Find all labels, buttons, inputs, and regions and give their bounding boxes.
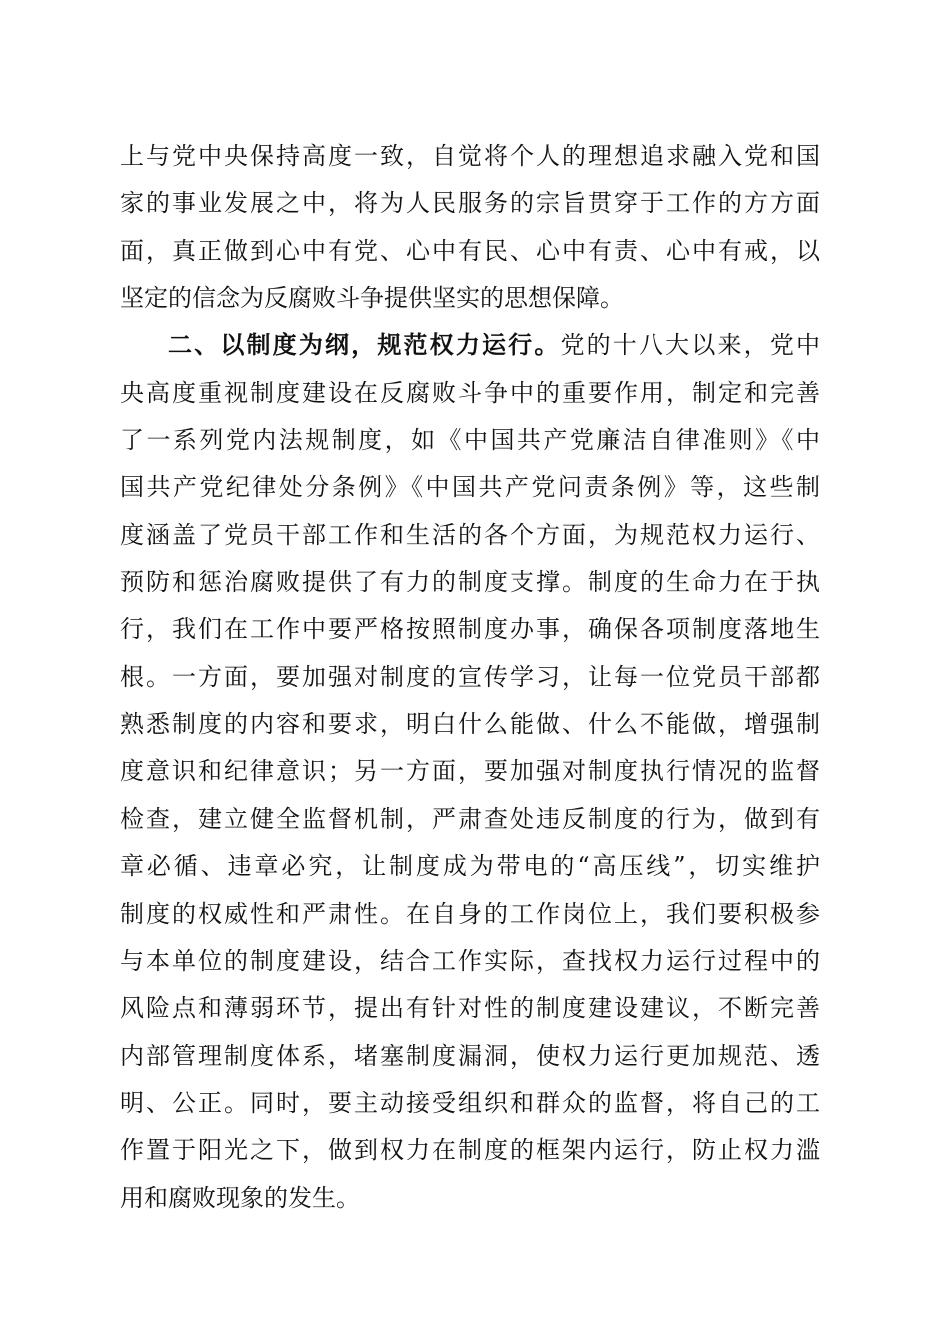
document-page	[120, 136, 820, 1225]
paragraph-2-line: 度涵盖了党员干部工作和生活的各个方面，为规范权力运行、	[120, 520, 820, 549]
paragraph-1-line: 家的事业发展之中，将为人民服务的宗旨贯穿于工作的方方面	[120, 189, 820, 218]
paragraph-2-line: 与本单位的制度建设，结合工作实际，查找权力运行过程中的	[120, 946, 820, 975]
paragraph-2-line: 用和腐败现象的发生。	[120, 1183, 360, 1212]
paragraph-2-line: 熟悉制度的内容和要求，明白什么能做、什么不能做，增强制	[120, 710, 820, 739]
paragraph-2-line: 根。一方面，要加强对制度的宣传学习，让每一位党员干部都	[120, 662, 820, 691]
section-heading: 二、以制度为纲，规范权力运行。	[168, 331, 561, 360]
paragraph-2-line: 章必循、违章必究，让制度成为带电的“高压线”，切实维护	[120, 852, 820, 881]
paragraph-1-line: 面，真正做到心中有党、心中有民、心中有责、心中有戒，以	[120, 236, 820, 265]
paragraph-2-line: 内部管理制度体系，堵塞制度漏洞，使权力运行更加规范、透	[120, 1041, 820, 1070]
paragraph-2-line: 了一系列党内法规制度，如《中国共产党廉洁自律准则》《中	[120, 426, 820, 455]
paragraph-2-line: 国共产党纪律处分条例》《中国共产党问责条例》等，这些制	[120, 473, 820, 502]
paragraph-2-line: 央高度重视制度建设在反腐败斗争中的重要作用，制定和完善	[120, 378, 820, 407]
paragraph-2-line: 作置于阳光之下，做到权力在制度的框架内运行，防止权力滥	[120, 1136, 820, 1165]
paragraph-2-line: 明、公正。同时，要主动接受组织和群众的监督，将自己的工	[120, 1088, 820, 1117]
paragraph-2-first-line	[120, 325, 820, 365]
paragraph-2-line: 风险点和薄弱环节，提出有针对性的制度建设建议，不断完善	[120, 994, 820, 1023]
paragraph-2-line: 度意识和纪律意识；另一方面，要加强对制度执行情况的监督	[120, 757, 820, 786]
paragraph-2-line: 制度的权威性和严肃性。在自身的工作岗位上，我们要积极参	[120, 899, 820, 928]
paragraph-1-line: 坚定的信念为反腐败斗争提供坚实的思想保障。	[120, 284, 624, 313]
paragraph-2-first-line-text: 党的十八大以来，党中	[560, 331, 820, 360]
paragraph-2-line: 预防和惩治腐败提供了有力的制度支撑。制度的生命力在于执	[120, 568, 820, 597]
paragraph-1-line: 上与党中央保持高度一致，自觉将个人的理想追求融入党和国	[120, 142, 820, 170]
paragraph-2-line: 检查，建立健全监督机制，严肃查处违反制度的行为，做到有	[120, 804, 820, 833]
paragraph-2-line: 行，我们在工作中要严格按照制度办事，确保各项制度落地生	[120, 615, 820, 644]
